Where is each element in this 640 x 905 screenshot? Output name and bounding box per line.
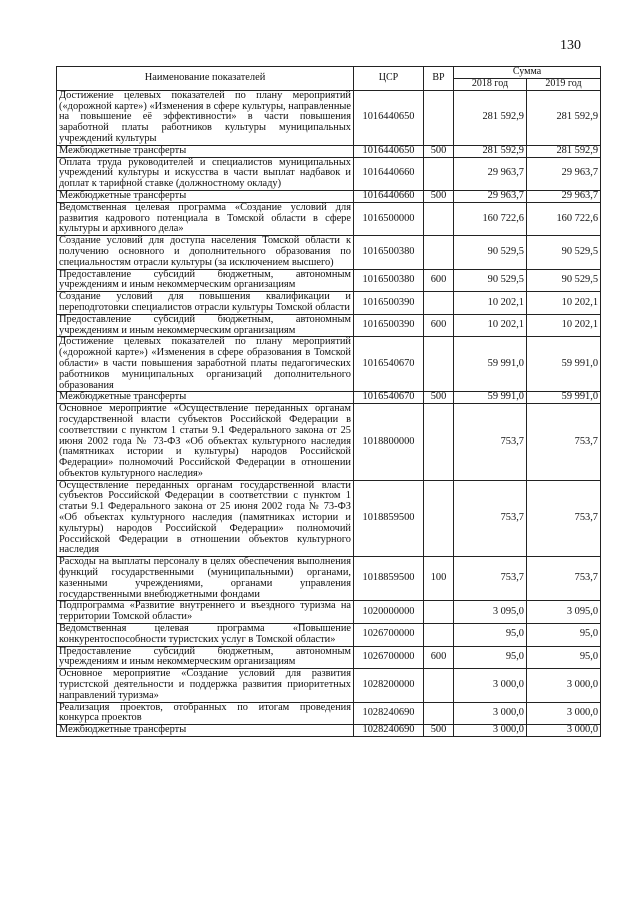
row-amount-2019-cell: 59 991,0 [527,337,601,392]
row-name-cell: Осуществление переданных органам государственной власти субъектов Российской Федерации в соответствии с пунктом 1 статьи 9.1 Федерального закона от 25 июня 2002 года № 73-ФЗ «Об объектах культурного наследия (памятниках истории и культуры) народов Российской Федерации» полномочий Российской Федерации в отношении объектов культурного наследия [57,480,354,557]
row-csr-cell: 1016500000 [354,202,424,235]
row-amount-2018-cell: 3 000,0 [454,702,527,725]
table-row [57,90,601,145]
table-row [57,725,601,737]
row-amount-2019-cell: 3 000,0 [527,669,601,702]
header-sum: Сумма [454,67,601,79]
row-csr-cell: 1016540670 [354,392,424,404]
row-amount-2018-cell: 3 000,0 [454,669,527,702]
table-row [57,669,601,702]
table-row [57,557,601,601]
header-year-2019: 2019 год [527,79,601,91]
row-amount-2019-cell: 160 722,6 [527,202,601,235]
row-vr-cell: 500 [424,725,454,737]
row-vr-cell [424,292,454,315]
row-amount-2019-cell: 29 963,7 [527,190,601,202]
table-header [57,67,601,91]
row-amount-2019-cell: 281 592,9 [527,145,601,157]
row-amount-2018-cell: 59 991,0 [454,337,527,392]
row-name-cell: Предоставление субсидий бюджетным, автономным учреждениям и иным некоммерческим организациям [57,269,354,292]
row-vr-cell [424,404,454,481]
header-csr: ЦСР [354,67,424,91]
row-name-cell: Подпрограмма «Развитие внутреннего и въездного туризма на территории Томской области» [57,601,354,624]
table-row [57,601,601,624]
header-name: Наименование показателей [57,67,354,91]
row-vr-cell [424,90,454,145]
row-name-cell: Межбюджетные трансферты [57,190,354,202]
row-vr-cell [424,480,454,557]
row-name-cell: Основное мероприятие «Осуществление переданных органам государственной власти субъектов Российской Федерации в соответствии с пунктом 1 статьи 9.1 Федерального закона от 25 июня 2002 года № 73-ФЗ «Об объектах культурного наследия (памятниках истории и культуры) народов Российской Федерации» полномочий Российской Федерации в отношении объектов культурного наследия» [57,404,354,481]
row-amount-2018-cell: 29 963,7 [454,157,527,190]
row-amount-2018-cell: 90 529,5 [454,236,527,269]
table-row [57,702,601,725]
row-csr-cell: 1016440650 [354,90,424,145]
table-row [57,269,601,292]
row-amount-2019-cell: 59 991,0 [527,392,601,404]
row-csr-cell: 1016500390 [354,314,424,337]
row-amount-2019-cell: 90 529,5 [527,236,601,269]
row-vr-cell: 500 [424,392,454,404]
row-name-cell: Межбюджетные трансферты [57,725,354,737]
row-csr-cell: 1018859500 [354,480,424,557]
row-csr-cell: 1016500380 [354,236,424,269]
row-amount-2019-cell: 95,0 [527,646,601,669]
row-amount-2018-cell: 10 202,1 [454,292,527,315]
row-amount-2019-cell: 3 095,0 [527,601,601,624]
row-name-cell: Ведомственная целевая программа «Повышение конкурентоспособности туристских услуг в Томской области» [57,624,354,647]
row-vr-cell: 100 [424,557,454,601]
table-row [57,392,601,404]
row-name-cell: Расходы на выплаты персоналу в целях обеспечения выполнения функций государственными (муниципальными) органами, казенными учреждениями, органами управления государственными внебюджетными фондами [57,557,354,601]
row-name-cell: Создание условий для повышения квалификации и переподготовки специалистов отрасли культуры Томской области [57,292,354,315]
row-amount-2018-cell: 10 202,1 [454,314,527,337]
row-csr-cell: 1016500380 [354,269,424,292]
row-name-cell: Межбюджетные трансферты [57,145,354,157]
row-amount-2019-cell: 753,7 [527,557,601,601]
row-name-cell: Достижение целевых показателей по плану мероприятий («дорожной карте») «Изменения в сфере образования в Томской области» в части повышения заработной платы педагогических работников муниципальных организаций дополнительного образования [57,337,354,392]
table-row [57,157,601,190]
row-csr-cell: 1016500390 [354,292,424,315]
row-amount-2019-cell: 10 202,1 [527,292,601,315]
table-row [57,314,601,337]
row-csr-cell: 1016440660 [354,157,424,190]
row-amount-2019-cell: 3 000,0 [527,702,601,725]
row-amount-2018-cell: 281 592,9 [454,145,527,157]
row-vr-cell [424,202,454,235]
row-amount-2019-cell: 753,7 [527,480,601,557]
row-amount-2018-cell: 90 529,5 [454,269,527,292]
row-name-cell: Ведомственная целевая программа «Создание условий для развития кадрового потенциала в Томской области в сфере культуры и архивного дела» [57,202,354,235]
row-amount-2019-cell: 753,7 [527,404,601,481]
row-vr-cell: 600 [424,646,454,669]
header-year-2018: 2018 год [454,79,527,91]
budget-table [56,66,601,737]
table-row [57,145,601,157]
table-row [57,646,601,669]
row-amount-2018-cell: 753,7 [454,557,527,601]
row-amount-2019-cell: 3 000,0 [527,725,601,737]
row-vr-cell: 500 [424,145,454,157]
row-name-cell: Предоставление субсидий бюджетным, автономным учреждениям и иным некоммерческим организациям [57,646,354,669]
table-row [57,236,601,269]
row-name-cell: Предоставление субсидий бюджетным, автономным учреждениям и иным некоммерческим организациям [57,314,354,337]
row-amount-2019-cell: 281 592,9 [527,90,601,145]
row-name-cell: Оплата труда руководителей и специалистов муниципальных учреждений культуры и искусства в части выплат надбавок и доплат к тарифной ставке (должностному окладу) [57,157,354,190]
row-csr-cell: 1018800000 [354,404,424,481]
row-name-cell: Реализация проектов, отобранных по итогам проведения конкурса проектов [57,702,354,725]
page-number: 130 [560,38,581,53]
row-csr-cell: 1028240690 [354,702,424,725]
row-csr-cell: 1016440650 [354,145,424,157]
table-row [57,337,601,392]
row-amount-2018-cell: 59 991,0 [454,392,527,404]
row-amount-2019-cell: 90 529,5 [527,269,601,292]
row-csr-cell: 1016540670 [354,337,424,392]
row-vr-cell [424,702,454,725]
row-vr-cell: 600 [424,314,454,337]
table-row [57,404,601,481]
table-row [57,480,601,557]
row-csr-cell: 1028240690 [354,725,424,737]
header-vr: ВР [424,67,454,91]
row-amount-2018-cell: 95,0 [454,624,527,647]
row-vr-cell [424,624,454,647]
table-row [57,624,601,647]
row-vr-cell [424,337,454,392]
row-amount-2018-cell: 160 722,6 [454,202,527,235]
row-csr-cell: 1016440660 [354,190,424,202]
table-row [57,292,601,315]
table-body [57,90,601,736]
row-name-cell: Межбюджетные трансферты [57,392,354,404]
row-name-cell: Создание условий для доступа населения Томской области к получению основного и дополнительного образования по специальностям отрасли культуры (за исключением высшего) [57,236,354,269]
row-amount-2019-cell: 29 963,7 [527,157,601,190]
row-amount-2018-cell: 753,7 [454,480,527,557]
row-name-cell: Основное мероприятие «Создание условий для развития туристской деятельности и поддержка развития приоритетных направлений туризма» [57,669,354,702]
row-amount-2018-cell: 3 095,0 [454,601,527,624]
table-row [57,190,601,202]
row-amount-2018-cell: 3 000,0 [454,725,527,737]
row-vr-cell [424,601,454,624]
row-vr-cell: 600 [424,269,454,292]
row-name-cell: Достижение целевых показателей по плану мероприятий («дорожной карте») «Изменения в сфере культуры, направленные на повышение её эффективности» в части повышения заработной платы работников культуры муниципальных учреждений культуры [57,90,354,145]
row-csr-cell: 1026700000 [354,646,424,669]
row-amount-2018-cell: 753,7 [454,404,527,481]
row-csr-cell: 1028200000 [354,669,424,702]
row-amount-2018-cell: 281 592,9 [454,90,527,145]
row-vr-cell [424,236,454,269]
row-vr-cell: 500 [424,190,454,202]
row-vr-cell [424,157,454,190]
row-csr-cell: 1026700000 [354,624,424,647]
row-amount-2019-cell: 10 202,1 [527,314,601,337]
row-amount-2018-cell: 29 963,7 [454,190,527,202]
row-amount-2019-cell: 95,0 [527,624,601,647]
row-vr-cell [424,669,454,702]
row-amount-2018-cell: 95,0 [454,646,527,669]
row-csr-cell: 1020000000 [354,601,424,624]
table-row [57,202,601,235]
row-csr-cell: 1018859500 [354,557,424,601]
